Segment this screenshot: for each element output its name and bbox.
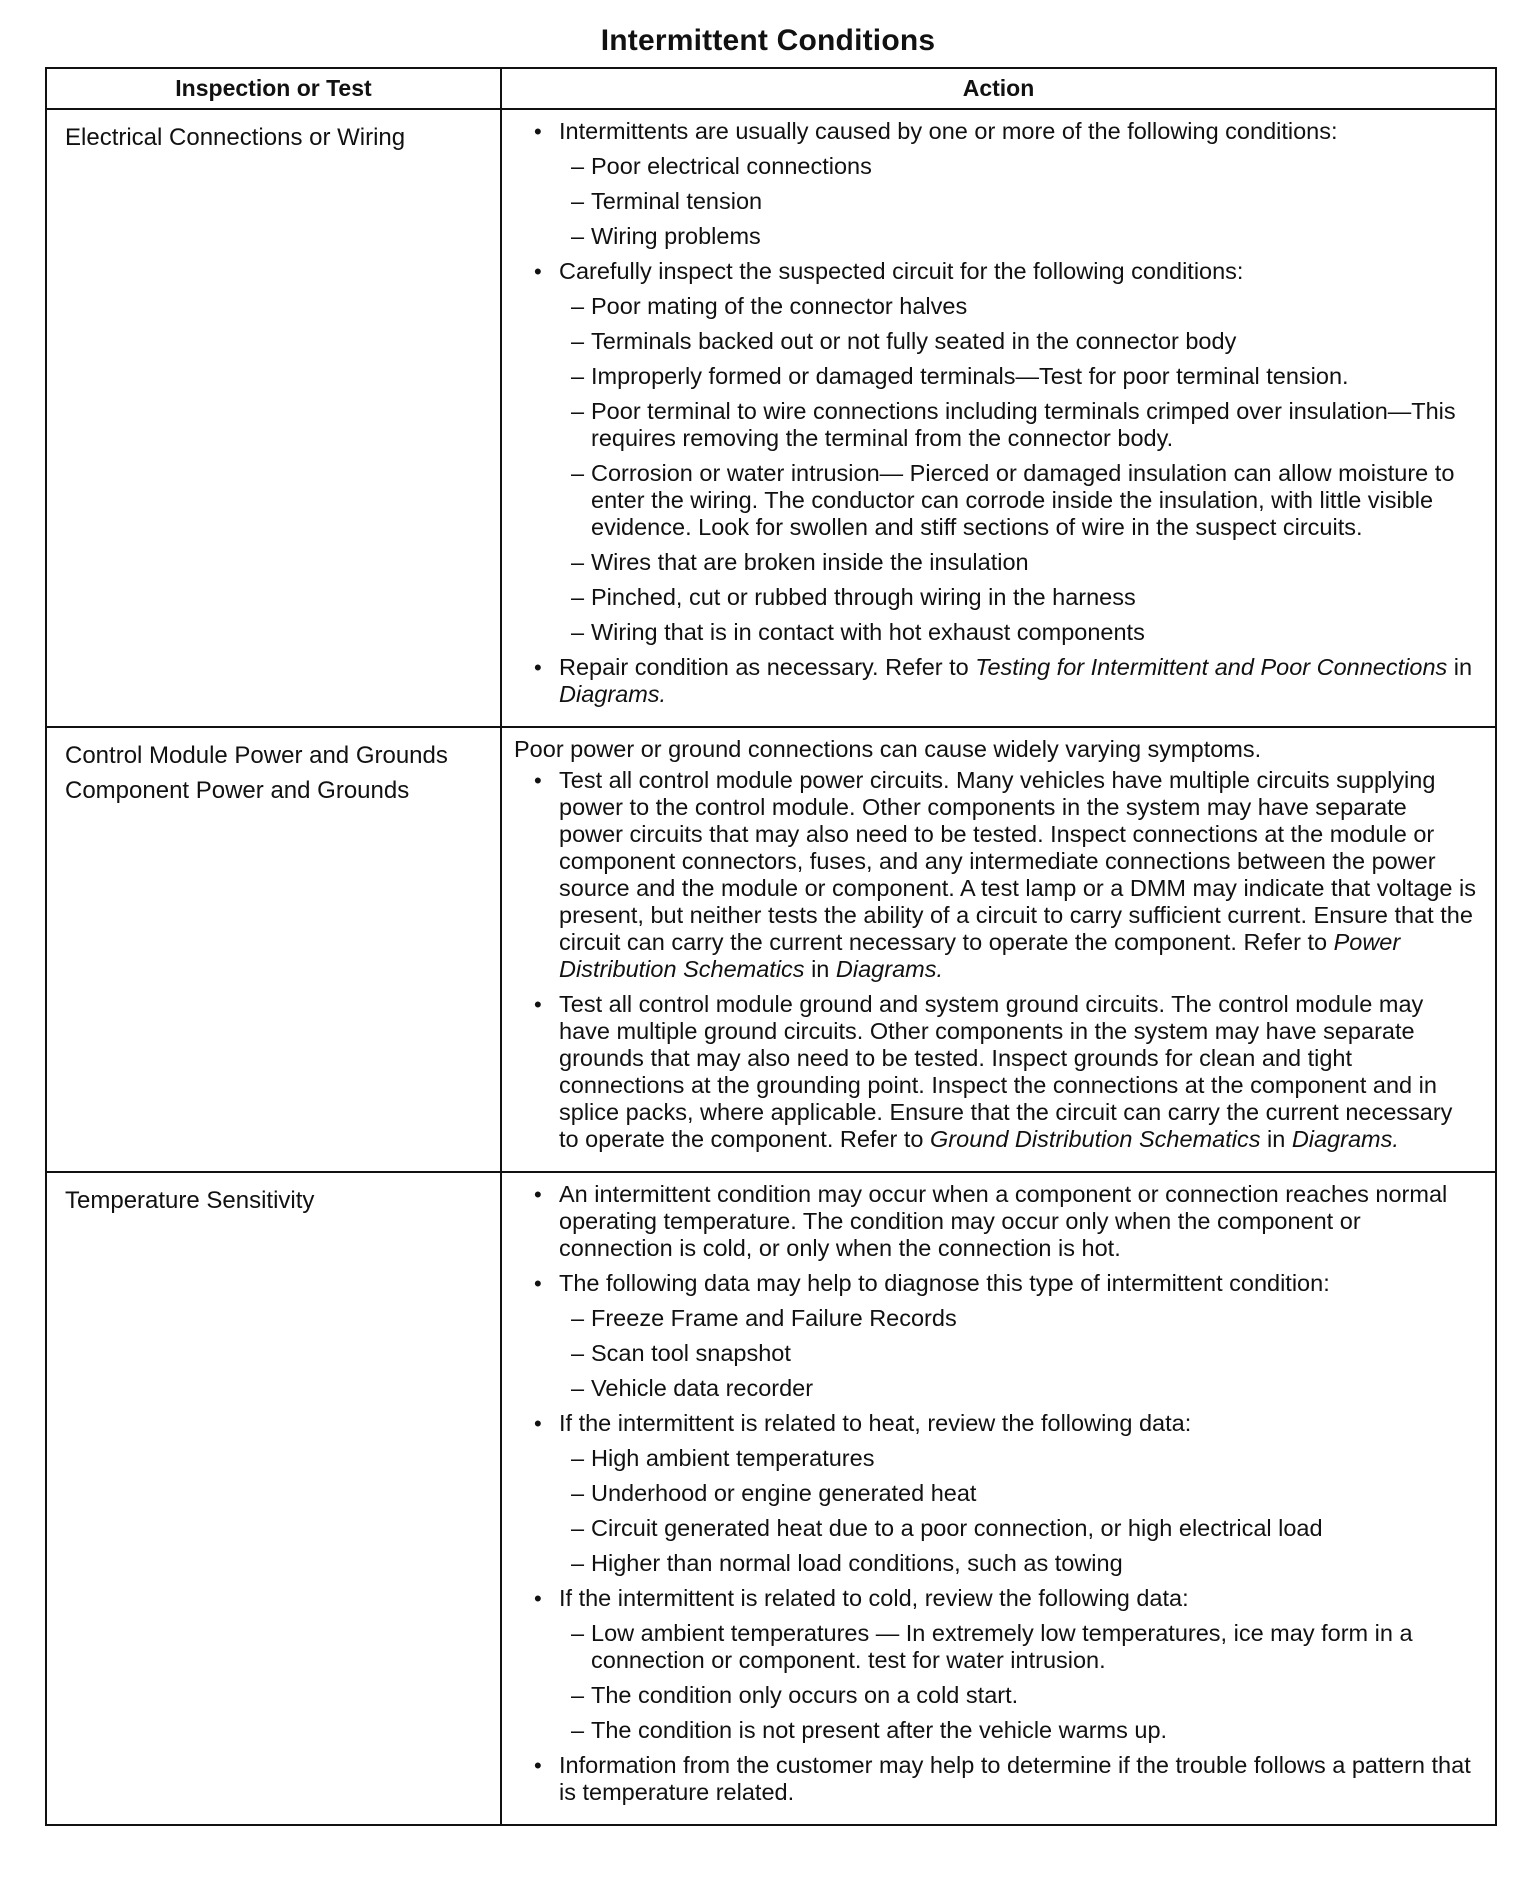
sub-item: – Improperly formed or damaged terminals—Test for poor terminal tension. [559,363,1477,390]
action-bullet [514,258,1477,646]
sub-item: – Wiring problems [559,223,1477,250]
sub-item-list [559,1445,1477,1577]
action-bullet [514,1181,1477,1262]
reference-title: Testing for Intermittent and Poor Connections [975,654,1448,680]
inspection-cell [46,727,501,1172]
action-bullet-list [514,118,1477,708]
sub-item: – Pinched, cut or rubbed through wiring in the harness [559,584,1477,611]
action-bullet [514,118,1477,250]
sub-item: – Wires that are broken inside the insulation [559,549,1477,576]
bullet-text: Test all control module power circuits. Many vehicles have multiple circuits supplying power to the control module. Other components in the system may have separate power circuits that may also need to be tested. Inspect connections at the module or component connectors, fuses, and any intermediate connections between the power source and the module or component. A test lamp or a DMM may indicate that voltage is present, but neither tests the ability of a circuit to carry sufficient current. Ensure that the circuit can carry the current necessary to operate the component. Refer to [559,767,1476,955]
column-header-inspection: Inspection or Test [46,68,501,109]
intermittent-conditions-table [45,67,1497,1826]
sub-item: – Corrosion or water intrusion— Pierced or damaged insulation can allow moisture to enter the wiring. The conductor can corrode inside the insulation, with little visible evidence. Look for swollen and stiff sections of wire in the suspect circuits. [559,460,1477,541]
column-header-action: Action [501,68,1496,109]
sub-item-list [559,1305,1477,1402]
action-bullet [514,1752,1477,1806]
sub-item: – Terminals backed out or not fully seated in the connector body [559,328,1477,355]
sub-item: – Vehicle data recorder [559,1375,1477,1402]
document-title: Intermittent Conditions [600,24,936,57]
action-cell [501,727,1496,1172]
bullet-text: in [1260,1126,1292,1152]
inspection-cell [46,109,501,727]
sub-item: – Poor mating of the connector halves [559,293,1477,320]
table-header-row [46,68,1496,109]
reference-title: Ground Distribution Schematics [930,1126,1261,1152]
action-bullet [514,991,1477,1153]
sub-item-list [559,1620,1477,1744]
bullet-text: Carefully inspect the suspected circuit for the following conditions: [559,258,1244,284]
bullet-text: If the intermittent is related to heat, review the following data: [559,1410,1192,1436]
bullet-text: An intermittent condition may occur when a component or connection reaches normal operating temperature. The condition may occur only when the component or connection is cold, or only when the connection is hot. [559,1181,1448,1261]
action-bullet [514,1410,1477,1577]
bullet-text: in [1447,654,1473,680]
reference-title: Diagrams. [835,956,943,982]
sub-item: – Scan tool snapshot [559,1340,1477,1367]
table-row [46,109,1496,727]
table-row [46,1172,1496,1825]
reference-title: Diagrams. [559,681,667,707]
sub-item: – The condition is not present after the vehicle warms up. [559,1717,1477,1744]
sub-item: – Low ambient temperatures — In extremely low temperatures, ice may form in a connection or component. test for water intrusion. [559,1620,1477,1674]
sub-item: – The condition only occurs on a cold start. [559,1682,1477,1709]
bullet-text: in [804,956,836,982]
bullet-text: The following data may help to diagnose this type of intermittent condition: [559,1270,1330,1296]
action-bullet-list [514,767,1477,1153]
action-bullet [514,767,1477,983]
bullet-text: Test all control module ground and system ground circuits. The control module may have multiple ground circuits. Other components in the system may have separate grounds that may also need to be tested. Inspect grounds for clean and tight connections at the grounding point. Inspect the connections at the component and in splice packs, where applicable. Ensure that the circuit can carry the current necessary to operate the component. Refer to [559,991,1453,1152]
action-bullet [514,1270,1477,1402]
action-bullet-list [514,1181,1477,1806]
bullet-text: Information from the customer may help to determine if the trouble follows a pattern that is temperature related. [559,1752,1471,1805]
sub-item-list [559,153,1477,250]
sub-item: – Poor terminal to wire connections including terminals crimped over insulation—This requires removing the terminal from the connector body. [559,398,1477,452]
sub-item: – Poor electrical connections [559,153,1477,180]
action-bullet [514,654,1477,708]
action-cell [501,109,1496,727]
sub-item: – Terminal tension [559,188,1477,215]
inspection-label: Temperature Sensitivity [65,1187,315,1214]
inspection-label: Component Power and Grounds [65,777,410,804]
sub-item-list [559,293,1477,646]
action-intro: Poor power or ground connections can cause widely varying symptoms. [514,736,1262,762]
bullet-text: Intermittents are usually caused by one or more of the following conditions: [559,118,1338,144]
bullet-text: If the intermittent is related to cold, review the following data: [559,1585,1189,1611]
reference-title: Diagrams. [1291,1126,1399,1152]
reference-title: Power Distribution Schematics [559,929,1401,982]
inspection-label: Control Module Power and Grounds [65,742,448,769]
action-cell [501,1172,1496,1825]
sub-item: – Freeze Frame and Failure Records [559,1305,1477,1332]
inspection-label: Electrical Connections or Wiring [65,124,406,151]
table-row [46,727,1496,1172]
sub-item: – Wiring that is in contact with hot exhaust components [559,619,1477,646]
sub-item: – Higher than normal load conditions, such as towing [559,1550,1477,1577]
sub-item: – Circuit generated heat due to a poor connection, or high electrical load [559,1515,1477,1542]
inspection-cell [46,1172,501,1825]
sub-item: – Underhood or engine generated heat [559,1480,1477,1507]
bullet-text: Repair condition as necessary. Refer to [559,654,976,680]
action-bullet [514,1585,1477,1744]
sub-item: – High ambient temperatures [559,1445,1477,1472]
